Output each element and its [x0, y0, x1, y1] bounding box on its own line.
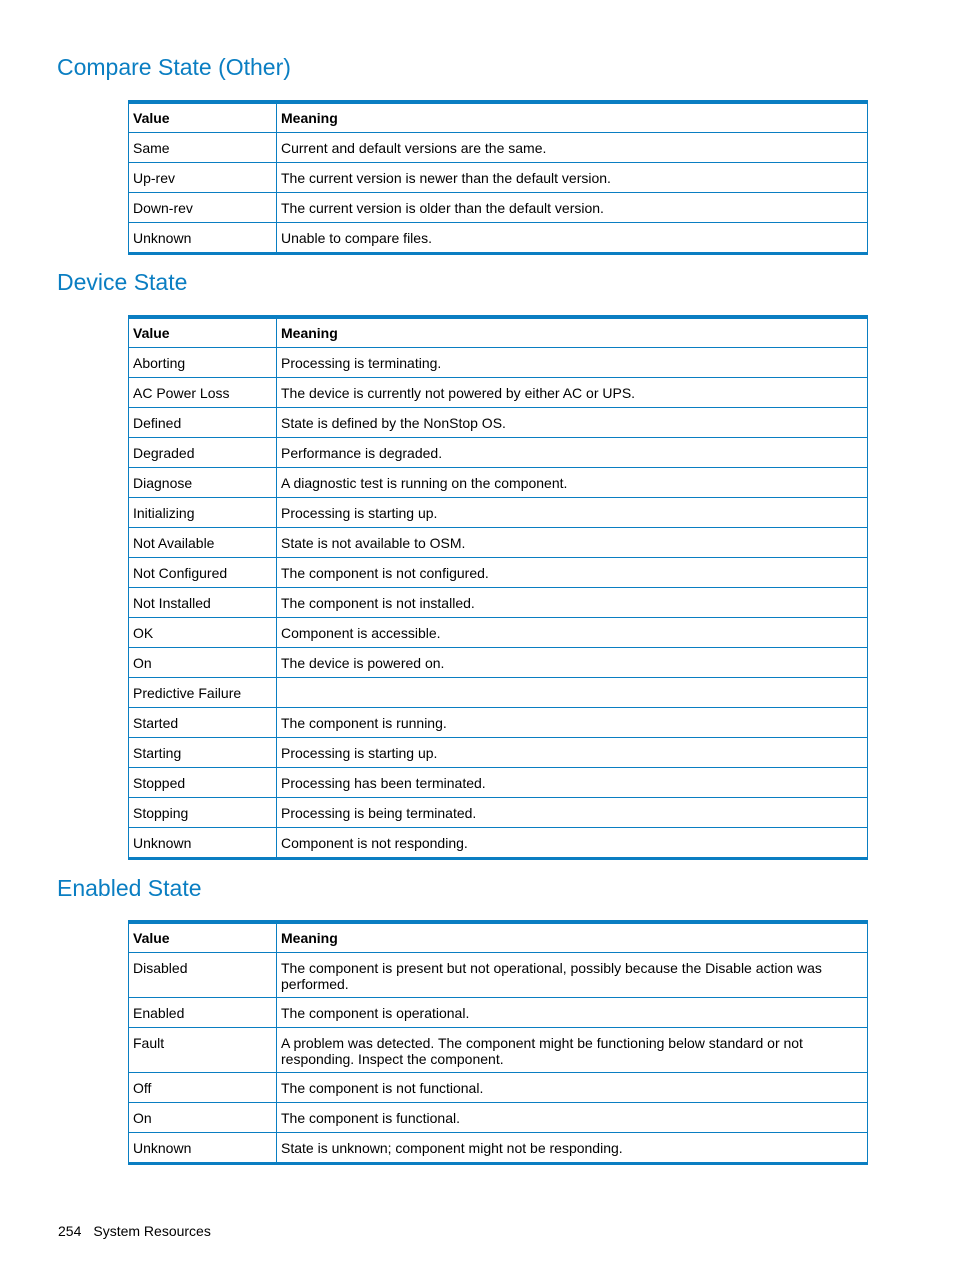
table-row	[129, 998, 868, 1028]
page-number: 254	[58, 1223, 82, 1239]
table-header-row	[129, 102, 868, 133]
row-meaning-cell: The component is not functional.	[277, 1073, 868, 1103]
row-value-cell: Fault	[129, 1028, 277, 1073]
row-meaning-cell: Performance is degraded.	[277, 438, 868, 468]
column-header-meaning: Meaning	[277, 922, 868, 953]
row-value-cell: OK	[129, 618, 277, 648]
row-value-cell: Started	[129, 708, 277, 738]
row-meaning-cell: Current and default versions are the same.	[277, 133, 868, 163]
table-row	[129, 378, 868, 408]
compare-state-table	[128, 100, 868, 255]
row-value-cell: Stopped	[129, 768, 277, 798]
table-row	[129, 588, 868, 618]
table-row	[129, 1133, 868, 1164]
table-body	[129, 133, 868, 254]
row-meaning-cell: The component is not configured.	[277, 558, 868, 588]
row-meaning-cell: The device is powered on.	[277, 648, 868, 678]
row-value-cell: Degraded	[129, 438, 277, 468]
row-value-cell: Not Configured	[129, 558, 277, 588]
table-row	[129, 738, 868, 768]
chapter-title: System Resources	[93, 1223, 211, 1239]
column-header-value: Value	[129, 922, 277, 953]
row-meaning-cell: Processing is terminating.	[277, 348, 868, 378]
row-meaning-cell: The component is running.	[277, 708, 868, 738]
table-row	[129, 768, 868, 798]
row-meaning-cell: A problem was detected. The component might be functioning below standard or not responding. Inspect the component.	[277, 1028, 868, 1073]
table-row	[129, 708, 868, 738]
table-row	[129, 798, 868, 828]
row-meaning-cell: State is not available to OSM.	[277, 528, 868, 558]
table-row	[129, 828, 868, 859]
row-value-cell: Aborting	[129, 348, 277, 378]
enabled-state-heading: Enabled State	[57, 875, 202, 901]
row-value-cell: On	[129, 648, 277, 678]
table-row	[129, 438, 868, 468]
row-meaning-cell: State is unknown; component might not be responding.	[277, 1133, 868, 1164]
table-row	[129, 223, 868, 254]
table-header-row	[129, 922, 868, 953]
column-header-value: Value	[129, 102, 277, 133]
table-row	[129, 558, 868, 588]
table-row	[129, 678, 868, 708]
table-row	[129, 408, 868, 438]
table-body	[129, 348, 868, 859]
row-meaning-cell: Component is not responding.	[277, 828, 868, 859]
table-row	[129, 953, 868, 998]
row-meaning-cell: Processing is starting up.	[277, 498, 868, 528]
row-value-cell: Predictive Failure	[129, 678, 277, 708]
row-value-cell: Diagnose	[129, 468, 277, 498]
row-meaning-cell: A diagnostic test is running on the component.	[277, 468, 868, 498]
row-meaning-cell	[277, 678, 868, 708]
enabled-state-table	[128, 920, 868, 1165]
table-row	[129, 648, 868, 678]
row-meaning-cell: The component is operational.	[277, 998, 868, 1028]
column-header-meaning: Meaning	[277, 317, 868, 348]
row-value-cell: Unknown	[129, 223, 277, 254]
row-meaning-cell: Component is accessible.	[277, 618, 868, 648]
row-value-cell: AC Power Loss	[129, 378, 277, 408]
column-header-value: Value	[129, 317, 277, 348]
table-row	[129, 1073, 868, 1103]
table-row	[129, 1028, 868, 1073]
row-meaning-cell: The component is present but not operational, possibly because the Disable action was performed.	[277, 953, 868, 998]
row-value-cell: Down-rev	[129, 193, 277, 223]
table-row	[129, 468, 868, 498]
row-meaning-cell: The current version is older than the default version.	[277, 193, 868, 223]
row-value-cell: Enabled	[129, 998, 277, 1028]
row-meaning-cell: The component is not installed.	[277, 588, 868, 618]
row-meaning-cell: The component is functional.	[277, 1103, 868, 1133]
row-meaning-cell: Processing has been terminated.	[277, 768, 868, 798]
table-row	[129, 528, 868, 558]
row-meaning-cell: Processing is starting up.	[277, 738, 868, 768]
table-body	[129, 953, 868, 1164]
row-value-cell: Disabled	[129, 953, 277, 998]
table-header-row	[129, 317, 868, 348]
table-row	[129, 1103, 868, 1133]
table-row	[129, 618, 868, 648]
page-footer	[58, 1223, 211, 1239]
table-row	[129, 348, 868, 378]
row-value-cell: Unknown	[129, 1133, 277, 1164]
column-header-meaning: Meaning	[277, 102, 868, 133]
compare-state-heading: Compare State (Other)	[57, 54, 291, 80]
table-row	[129, 133, 868, 163]
row-value-cell: Up-rev	[129, 163, 277, 193]
table-row	[129, 498, 868, 528]
row-value-cell: Not Available	[129, 528, 277, 558]
row-value-cell: Same	[129, 133, 277, 163]
row-value-cell: Starting	[129, 738, 277, 768]
row-value-cell: Not Installed	[129, 588, 277, 618]
device-state-heading: Device State	[57, 269, 188, 295]
row-meaning-cell: Processing is being terminated.	[277, 798, 868, 828]
row-meaning-cell: The device is currently not powered by either AC or UPS.	[277, 378, 868, 408]
row-value-cell: Defined	[129, 408, 277, 438]
table-row	[129, 163, 868, 193]
row-value-cell: Initializing	[129, 498, 277, 528]
row-value-cell: Off	[129, 1073, 277, 1103]
row-meaning-cell: State is defined by the NonStop OS.	[277, 408, 868, 438]
row-value-cell: Unknown	[129, 828, 277, 859]
row-meaning-cell: The current version is newer than the default version.	[277, 163, 868, 193]
row-value-cell: Stopping	[129, 798, 277, 828]
row-value-cell: On	[129, 1103, 277, 1133]
device-state-table	[128, 315, 868, 860]
row-meaning-cell: Unable to compare files.	[277, 223, 868, 254]
table-row	[129, 193, 868, 223]
